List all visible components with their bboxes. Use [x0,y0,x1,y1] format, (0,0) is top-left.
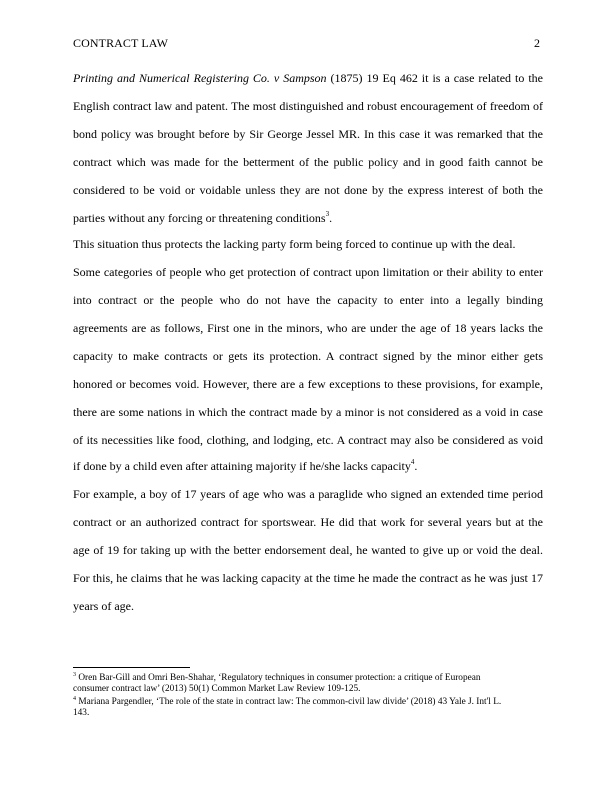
footnote-ref-4: 4 [410,458,415,466]
paragraph-1-line-4: contract which was made for the betterment of the public policy and in good faith cannot be [73,155,543,169]
paragraph-3-line-1: For example, a boy of 17 years of age who was a paraglide who signed an extended time period [73,487,543,501]
paragraph-1-line-1: Printing and Numerical Registering Co. v Sampson (1875) 19 Eq 462 it is a case related to the [73,71,543,85]
paragraph-2-line-4: agreements are as follows, First one in the minors, who are under the age of 18 years lacks the [73,321,543,335]
running-header: CONTRACT LAW [73,36,169,50]
paragraph-3-line-3: age of 19 for taking up with the better endorsement deal, he wanted to give up or void the deal. [73,543,543,557]
paragraph-2-line-1: This situation thus protects the lacking party form being forced to continue up with the deal. [73,237,516,251]
paragraph-1-line-3: bond policy was brought before by Sir George Jessel MR. In this case it was remarked that the [73,127,543,141]
footnote-number: 3 [73,671,76,678]
paragraph-2-line-5: capacity to make contracts or gets its protection. A contract signed by the minor either gets [73,349,543,363]
paragraph-1-line-2: English contract law and patent. The most distinguished and robust encouragement of freedom of [73,99,543,113]
paragraph-2-line-6: honored or becomes void. However, there are a few exceptions to these provisions, for example, [73,377,543,391]
paragraph-2-line-8: of its necessities like food, clothing, and lodging, etc. A contract may also be considered as void [73,433,543,447]
paragraph-2-line-9: if done by a child even after attaining majority if he/she lacks capacity$^4$. [73,458,418,473]
footnote-3: $^3$ Oren Bar-Gill and Omri Ben-Shahar, ‘Regulatory techniques in consumer protection: a critique of European consumer contract law’ (2013) 50(1) Common Market Law Review 109-125. [73,671,481,695]
paragraph-1-line-6: parties without any forcing or threatening conditions$^3$. [73,210,333,225]
page-number: 2 [534,36,540,50]
paragraph-2-line-7: there are some nations in which the contract made by a minor is not considered as a void in case [73,405,543,419]
footnote-4: $^4$ Mariana Pargendler, ‘The role of the state in contract law: The common-civil law divide’ (2018) 43 Yale J. Int'l L. 143. [73,695,502,719]
paragraph-2-line-3: into contract or the people who do not have the capacity to enter into a legally binding [73,293,543,307]
paragraph-2-line-2: Some categories of people who get protection of contract upon limitation or their ability to enter [73,265,543,279]
paragraph-3-line-4: For this, he claims that he was lacking capacity at the time he made the contract as he was just 17 [73,571,543,585]
paragraph-1-line-5: considered to be void or voidable unless they are not done by the express interest of both the [73,183,543,197]
case-name: Printing and Numerical Registering Co. v Sampson [73,71,327,85]
paragraph-3-line-2: contract or an authorized contract for sportswear. He did that work for several years but at the [73,515,543,529]
footnote-ref-3: 3 [325,210,330,218]
paragraph-3-line-5: years of age. [73,599,134,613]
footnote-separator [73,667,190,668]
footnote-number: 4 [73,695,76,702]
